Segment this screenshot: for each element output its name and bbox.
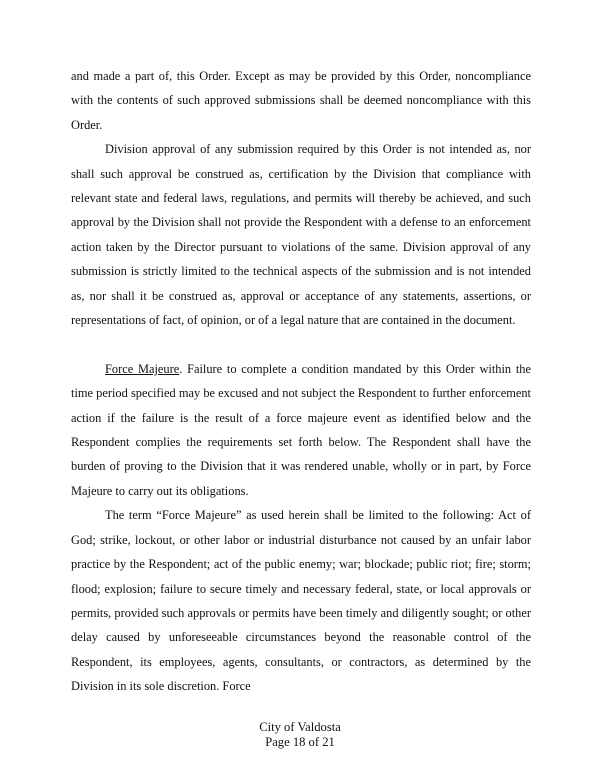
force-majeure-heading: Force Majeure [105, 361, 180, 376]
footer-city-name: City of Valdosta [259, 720, 341, 734]
paragraph-continuation: and made a part of, this Order. Except as may be provided by this Order, noncompliance with the contents of such approved submissions shall be deemed noncompliance with this Order. [71, 69, 531, 132]
page-footer [0, 720, 600, 750]
paragraph-division-approval: Division approval of any submission required by this Order is not intended as, nor shall such approval be construed as, certification by the Division that compliance with relevant state and federal laws, regulations, and permits will thereby be achieved, and such approval by the Division shall not provide the Respondent with a defense to an enforcement action taken by the Director pursuant to violations of the same. Division approval of any submission is strictly limited to the technical aspects of the submission and is not intended as, nor shall it be construed as, approval or acceptance of any statements, assertions, or representations of fact, of opinion, or of a legal nature that are contained in the document. [71, 142, 531, 328]
paragraph-force-majeure [71, 357, 531, 503]
force-majeure-text: . Failure to complete a condition mandated by this Order within the time period specified may be excused and not subject the Respondent to further enforcement action if the failure is the result of a force majeure event as identified below and the Respondent complies the requirements set forth below. The Respondent shall have the burden of proving to the Division that it was rendered unable, wholly or in part, by Force Majeure to carry out its obligations. [71, 361, 532, 498]
document-body [71, 64, 531, 699]
paragraph-force-majeure-definition: The term “Force Majeure” as used herein shall be limited to the following: Act of God; strike, lockout, or other labor or industrial disturbance not caused by an unfair labor practice by the Respondent; act of the public enemy; war; blockade; public riot; fire; storm; flood; explosion; failure to secure timely and necessary federal, state, or local approvals or permits, provided such approvals or permits have been timely and diligently sought; or other delay caused by unforeseeable circumstances beyond the reasonable control of the Respondent, its employees, agents, consultants, or contractors, as determined by the Division in its sole discretion. Force [71, 508, 531, 694]
footer-page-number: Page 18 of 21 [265, 735, 335, 749]
